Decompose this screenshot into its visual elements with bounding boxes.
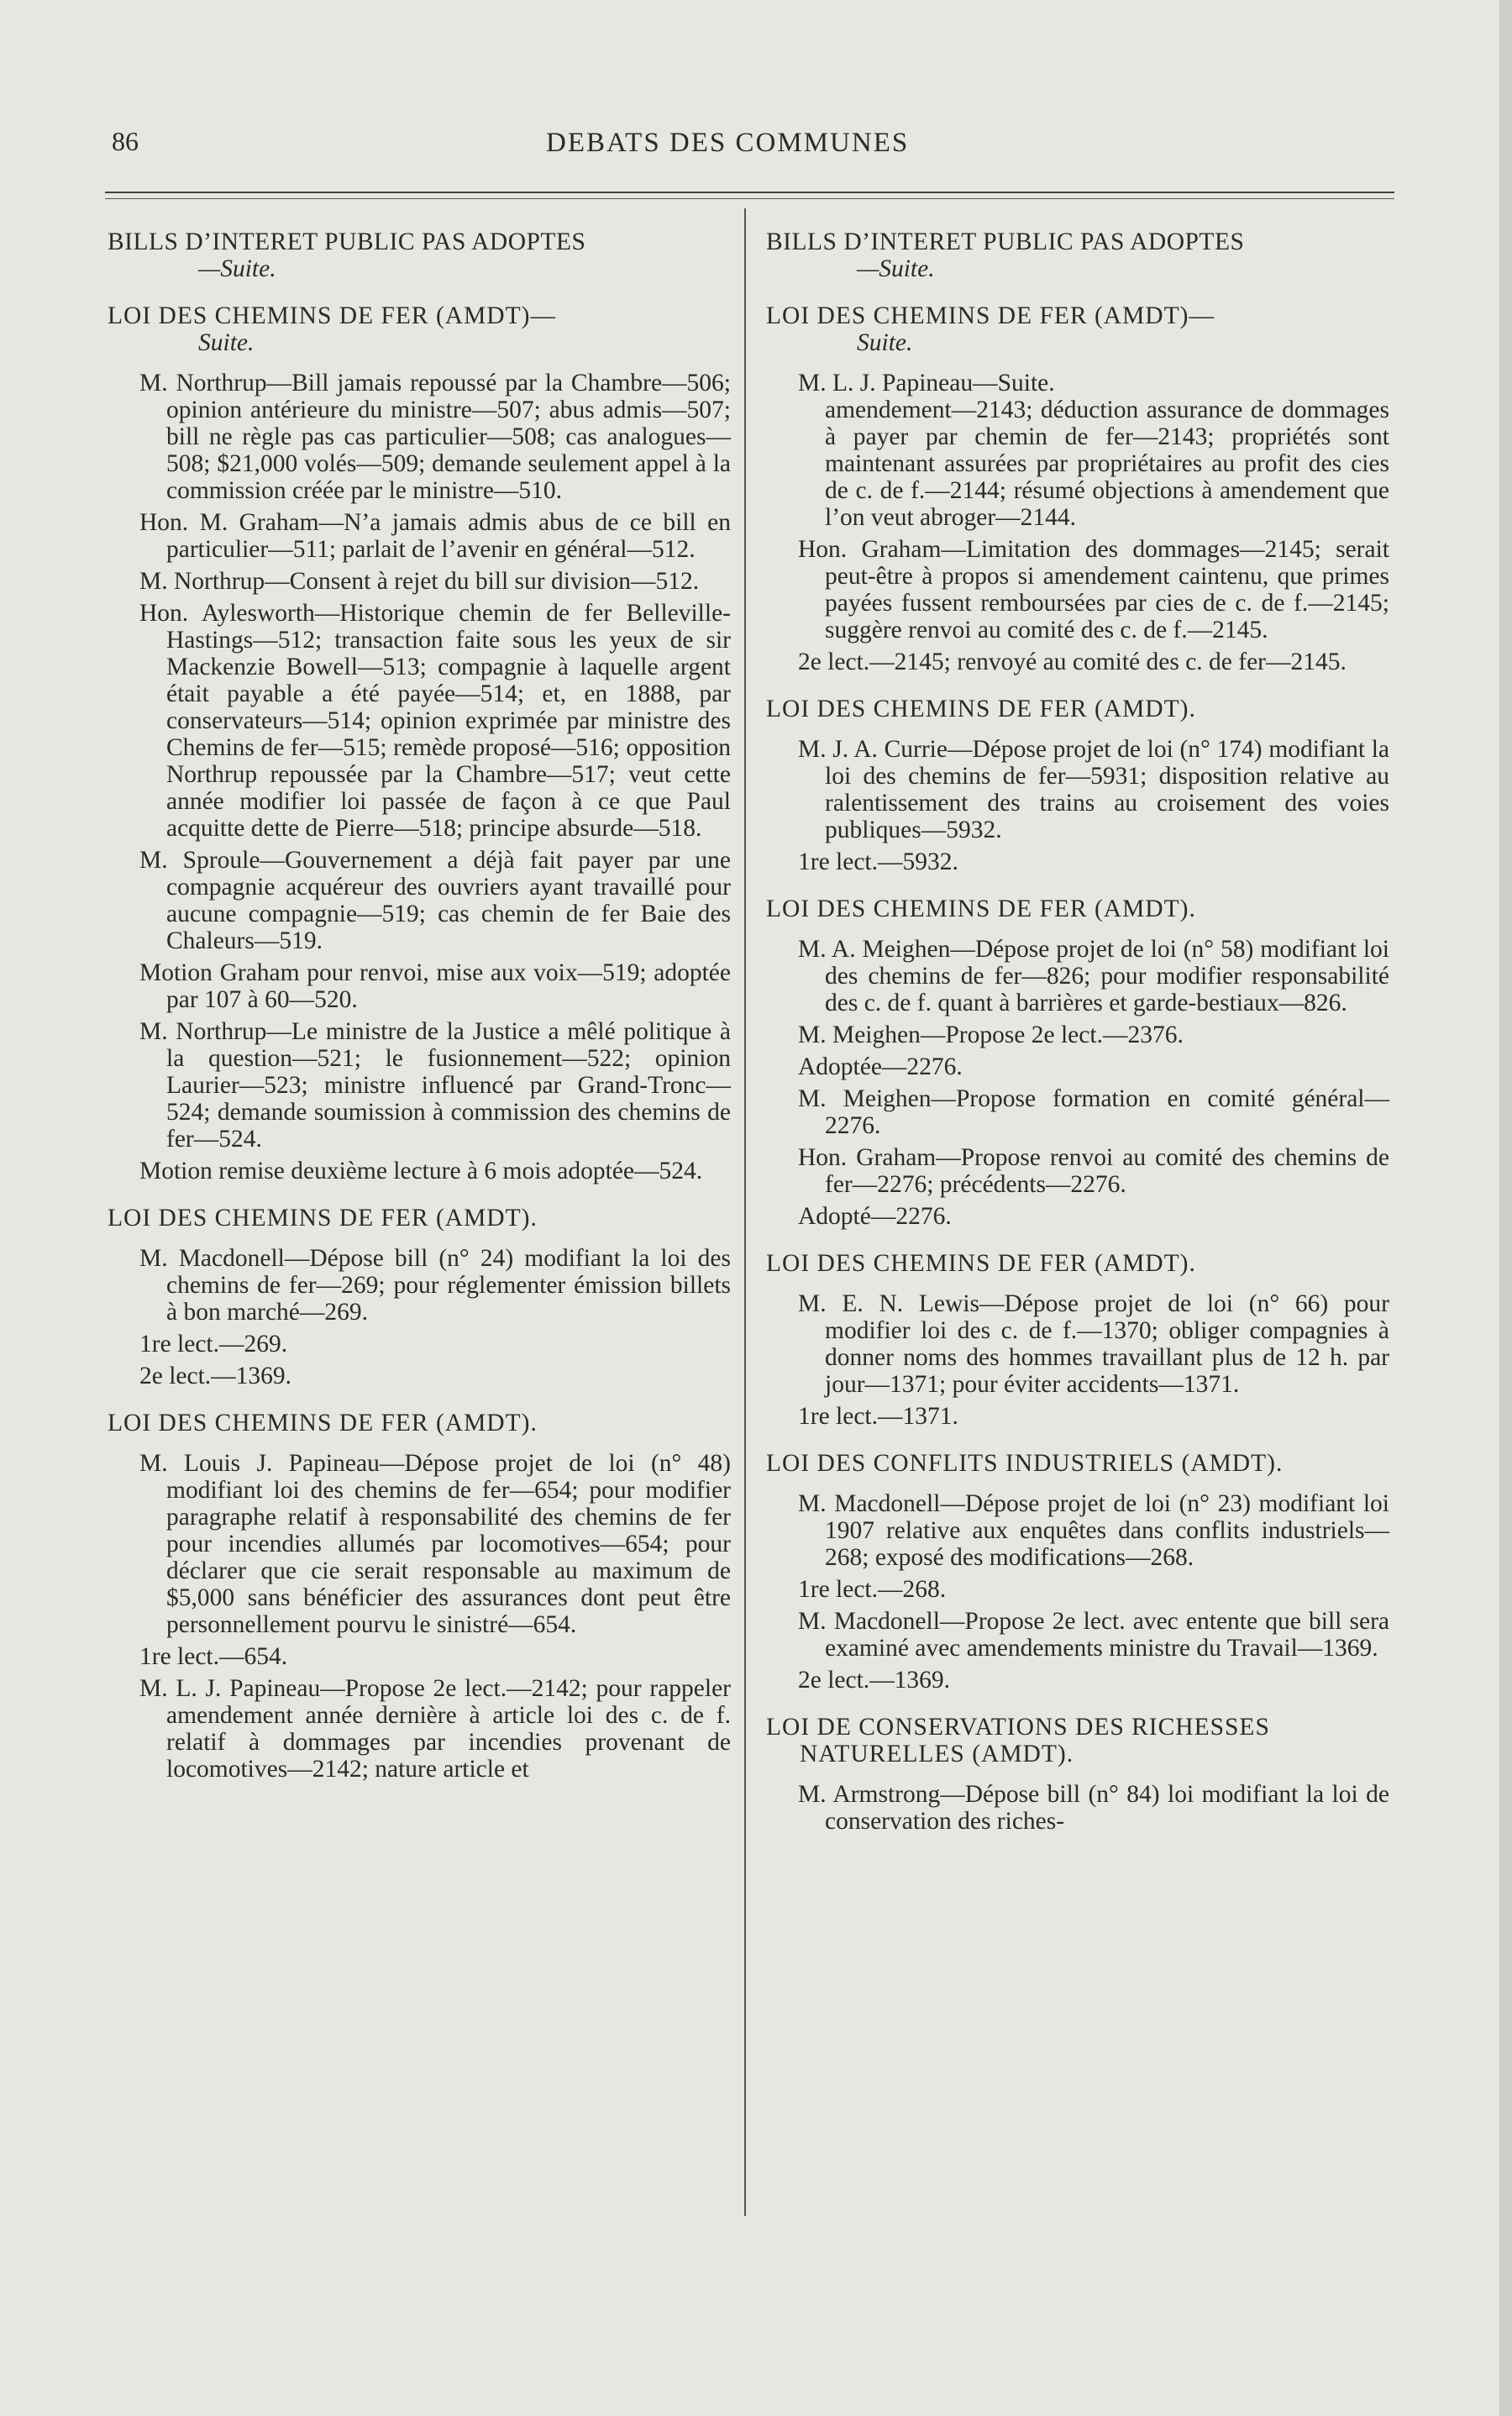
index-entry: M. Armstrong—Dépose bill (n° 84) loi modifiant la loi de conservation des riches-: [798, 1781, 1389, 1835]
bill-title: LOI DES CHEMINS DE FER (AMDT).: [766, 1250, 1196, 1277]
index-entry: M. Macdonell—Dépose projet de loi (n° 23) modifiant loi 1907 relative aux enquêtes dans conflits industriels—268; exposé des modifications—268.: [798, 1490, 1389, 1571]
index-entry: M. Meighen—Propose 2e lect.—2376.: [798, 1022, 1184, 1048]
continuation-label: —Suite.: [198, 255, 276, 282]
left-column: [108, 228, 731, 1783]
bill-title: LOI DES CONFLITS INDUSTRIELS (AMDT).: [766, 1450, 1284, 1477]
index-entry: 2e lect.—2145; renvoyé au comité des c. de fer—2145.: [798, 649, 1347, 675]
index-entry: Motion remise deuxième lecture à 6 mois adoptée—524.: [139, 1158, 703, 1184]
index-entry: M. L. J. Papineau—Propose 2e lect.—2142; pour rappeler amendement année dernière à article loi des c. de f. relatif à dommages par incendies provenant de locomotives—2142; nature article et: [139, 1675, 731, 1783]
header-rule: [105, 192, 1394, 193]
index-entry: Adoptée—2276.: [798, 1053, 963, 1080]
index-entry: M. Northrup—Le ministre de la Justice a mêlé politique à la question—521; le fusionnement—522; opinion Laurier—523; ministre influencé par Grand-Tronc—524; demande soumission à commission des chemins de fer—524.: [139, 1018, 731, 1153]
column-divider: [744, 208, 746, 2216]
section-heading: BILLS D’INTERET PUBLIC PAS ADOPTES: [766, 228, 1245, 255]
page-edge: [1499, 0, 1512, 2416]
index-entry: Hon. Graham—Limitation des dommages—2145; serait peut-être à propos si amendement caintenu, que primes payées fussent remboursées par cies de c. de f.—2145; suggère renvoi au comité des c. de f.—2145.: [798, 536, 1389, 643]
bill-title: LOI DES CHEMINS DE FER (AMDT).: [108, 1410, 538, 1436]
continuation-label: —Suite.: [857, 255, 935, 282]
running-head: DEBATS DES COMMUNES: [546, 128, 910, 158]
index-entry: M. Northrup—Consent à rejet du bill sur division—512.: [139, 568, 700, 595]
page-number: 86: [112, 126, 139, 156]
index-entry: M. J. A. Currie—Dépose projet de loi (n° 174) modifiant la loi des chemins de fer—5931; disposition relative au ralentissement des trains au croisement des voies publiques—5932.: [798, 736, 1389, 843]
continuation-label: Suite.: [198, 329, 255, 356]
continuation-label: Suite.: [857, 329, 913, 356]
index-entry: 2e lect.—1369.: [798, 1667, 951, 1694]
index-entry: Hon. Graham—Propose renvoi au comité des chemins de fer—2276; précédents—2276.: [798, 1144, 1389, 1198]
header-rule-thin: [105, 198, 1394, 199]
index-entry: M. A. Meighen—Dépose projet de loi (n° 58) modifiant loi des chemins de fer—826; pour modifier responsabilité des c. de f. quant à barrières et garde-bestiaux—826.: [798, 936, 1389, 1016]
bill-title: LOI DES CHEMINS DE FER (AMDT)—: [766, 302, 1215, 329]
index-entry: 1re lect.—268.: [798, 1576, 947, 1603]
right-column: [766, 228, 1389, 1835]
index-entry: 2e lect.—1369.: [139, 1363, 292, 1389]
section-heading: BILLS D’INTERET PUBLIC PAS ADOPTES: [108, 228, 586, 255]
index-entry: M. L. J. Papineau—Suite.: [798, 370, 1055, 397]
index-entry: M. Louis J. Papineau—Dépose projet de loi (n° 48) modifiant loi des chemins de fer—654; pour modifier paragraphe relatif à responsabilité des chemins de fer pour incendies allumés par locomotives—654; pour déclarer que cie serait responsable au maximum de $5,000 sans bénéficier des assurances dont peut être personnellement pourvu le sinistré—654.: [139, 1450, 731, 1638]
bill-title: LOI DE CONSERVATIONS DES RICHESSES NATURELLES (AMDT).: [766, 1714, 1270, 1767]
index-entry: Adopté—2276.: [798, 1203, 952, 1230]
bill-title: LOI DES CHEMINS DE FER (AMDT).: [766, 895, 1196, 922]
index-entry: Hon. M. Graham—N’a jamais admis abus de ce bill en particulier—511; parlait de l’avenir en général—512.: [139, 509, 731, 563]
index-entry: 1re lect.—269.: [139, 1331, 288, 1358]
index-entry: M. Sproule—Gouvernement a déjà fait payer par une compagnie acquéreur des ouvriers ayant travaillé pour aucune compagnie—519; cas chemin de fer Baie des Chaleurs—519.: [139, 847, 731, 954]
index-entry-continued: amendement—2143; déduction assurance de dommages à payer par chemin de fer—2143; propriétés sont maintenant assurées par propriétaires au profit des cies de c. de f.—2144; résumé objections à amendement que l’on veut abroger—2144.: [825, 397, 1389, 531]
index-entry: 1re lect.—654.: [139, 1643, 288, 1670]
index-entry: M. E. N. Lewis—Dépose projet de loi (n° 66) pour modifier loi des c. de f.—1370; obliger compagnies à donner noms des hommes travaillant plus de 12 h. par jour—1371; pour éviter accidents—1371.: [798, 1290, 1389, 1398]
bill-title: LOI DES CHEMINS DE FER (AMDT).: [766, 696, 1196, 722]
index-entry: M. Meighen—Propose formation en comité général—2276.: [798, 1085, 1389, 1139]
index-entry: M. Macdonell—Propose 2e lect. avec entente que bill sera examiné avec amendements ministre du Travail—1369.: [798, 1608, 1389, 1662]
index-entry: Motion Graham pour renvoi, mise aux voix—519; adoptée par 107 à 60—520.: [139, 959, 731, 1013]
index-entry: M. Northrup—Bill jamais repoussé par la Chambre—506; opinion antérieure du ministre—507; abus admis—507; bill ne règle pas cas particulier—508; cas analogues—508; $21,000 volés—509; demande seulement appel à la commission créée par le ministre—510.: [139, 370, 731, 504]
bill-title: LOI DES CHEMINS DE FER (AMDT).: [108, 1205, 538, 1232]
index-entry: 1re lect.—1371.: [798, 1403, 958, 1430]
index-entry: M. Macdonell—Dépose bill (n° 24) modifiant la loi des chemins de fer—269; pour réglementer émission billets à bon marché—269.: [139, 1245, 731, 1326]
index-entry: Hon. Aylesworth—Historique chemin de fer Belleville-Hastings—512; transaction faite sous les yeux de sir Mackenzie Bowell—513; compagnie à laquelle argent était payable a été payée—514; et, en 1888, par conservateurs—514; opinion exprimée par ministre des Chemins de fer—515; remède proposé—516; opposition Northrup repoussée par la Chambre—517; veut cette année modifier loi passée de façon à ce que Paul acquitte dette de Pierre—518; principe absurde—518.: [139, 600, 731, 842]
bill-title: LOI DES CHEMINS DE FER (AMDT)—: [108, 302, 556, 329]
index-entry: 1re lect.—5932.: [798, 848, 958, 875]
